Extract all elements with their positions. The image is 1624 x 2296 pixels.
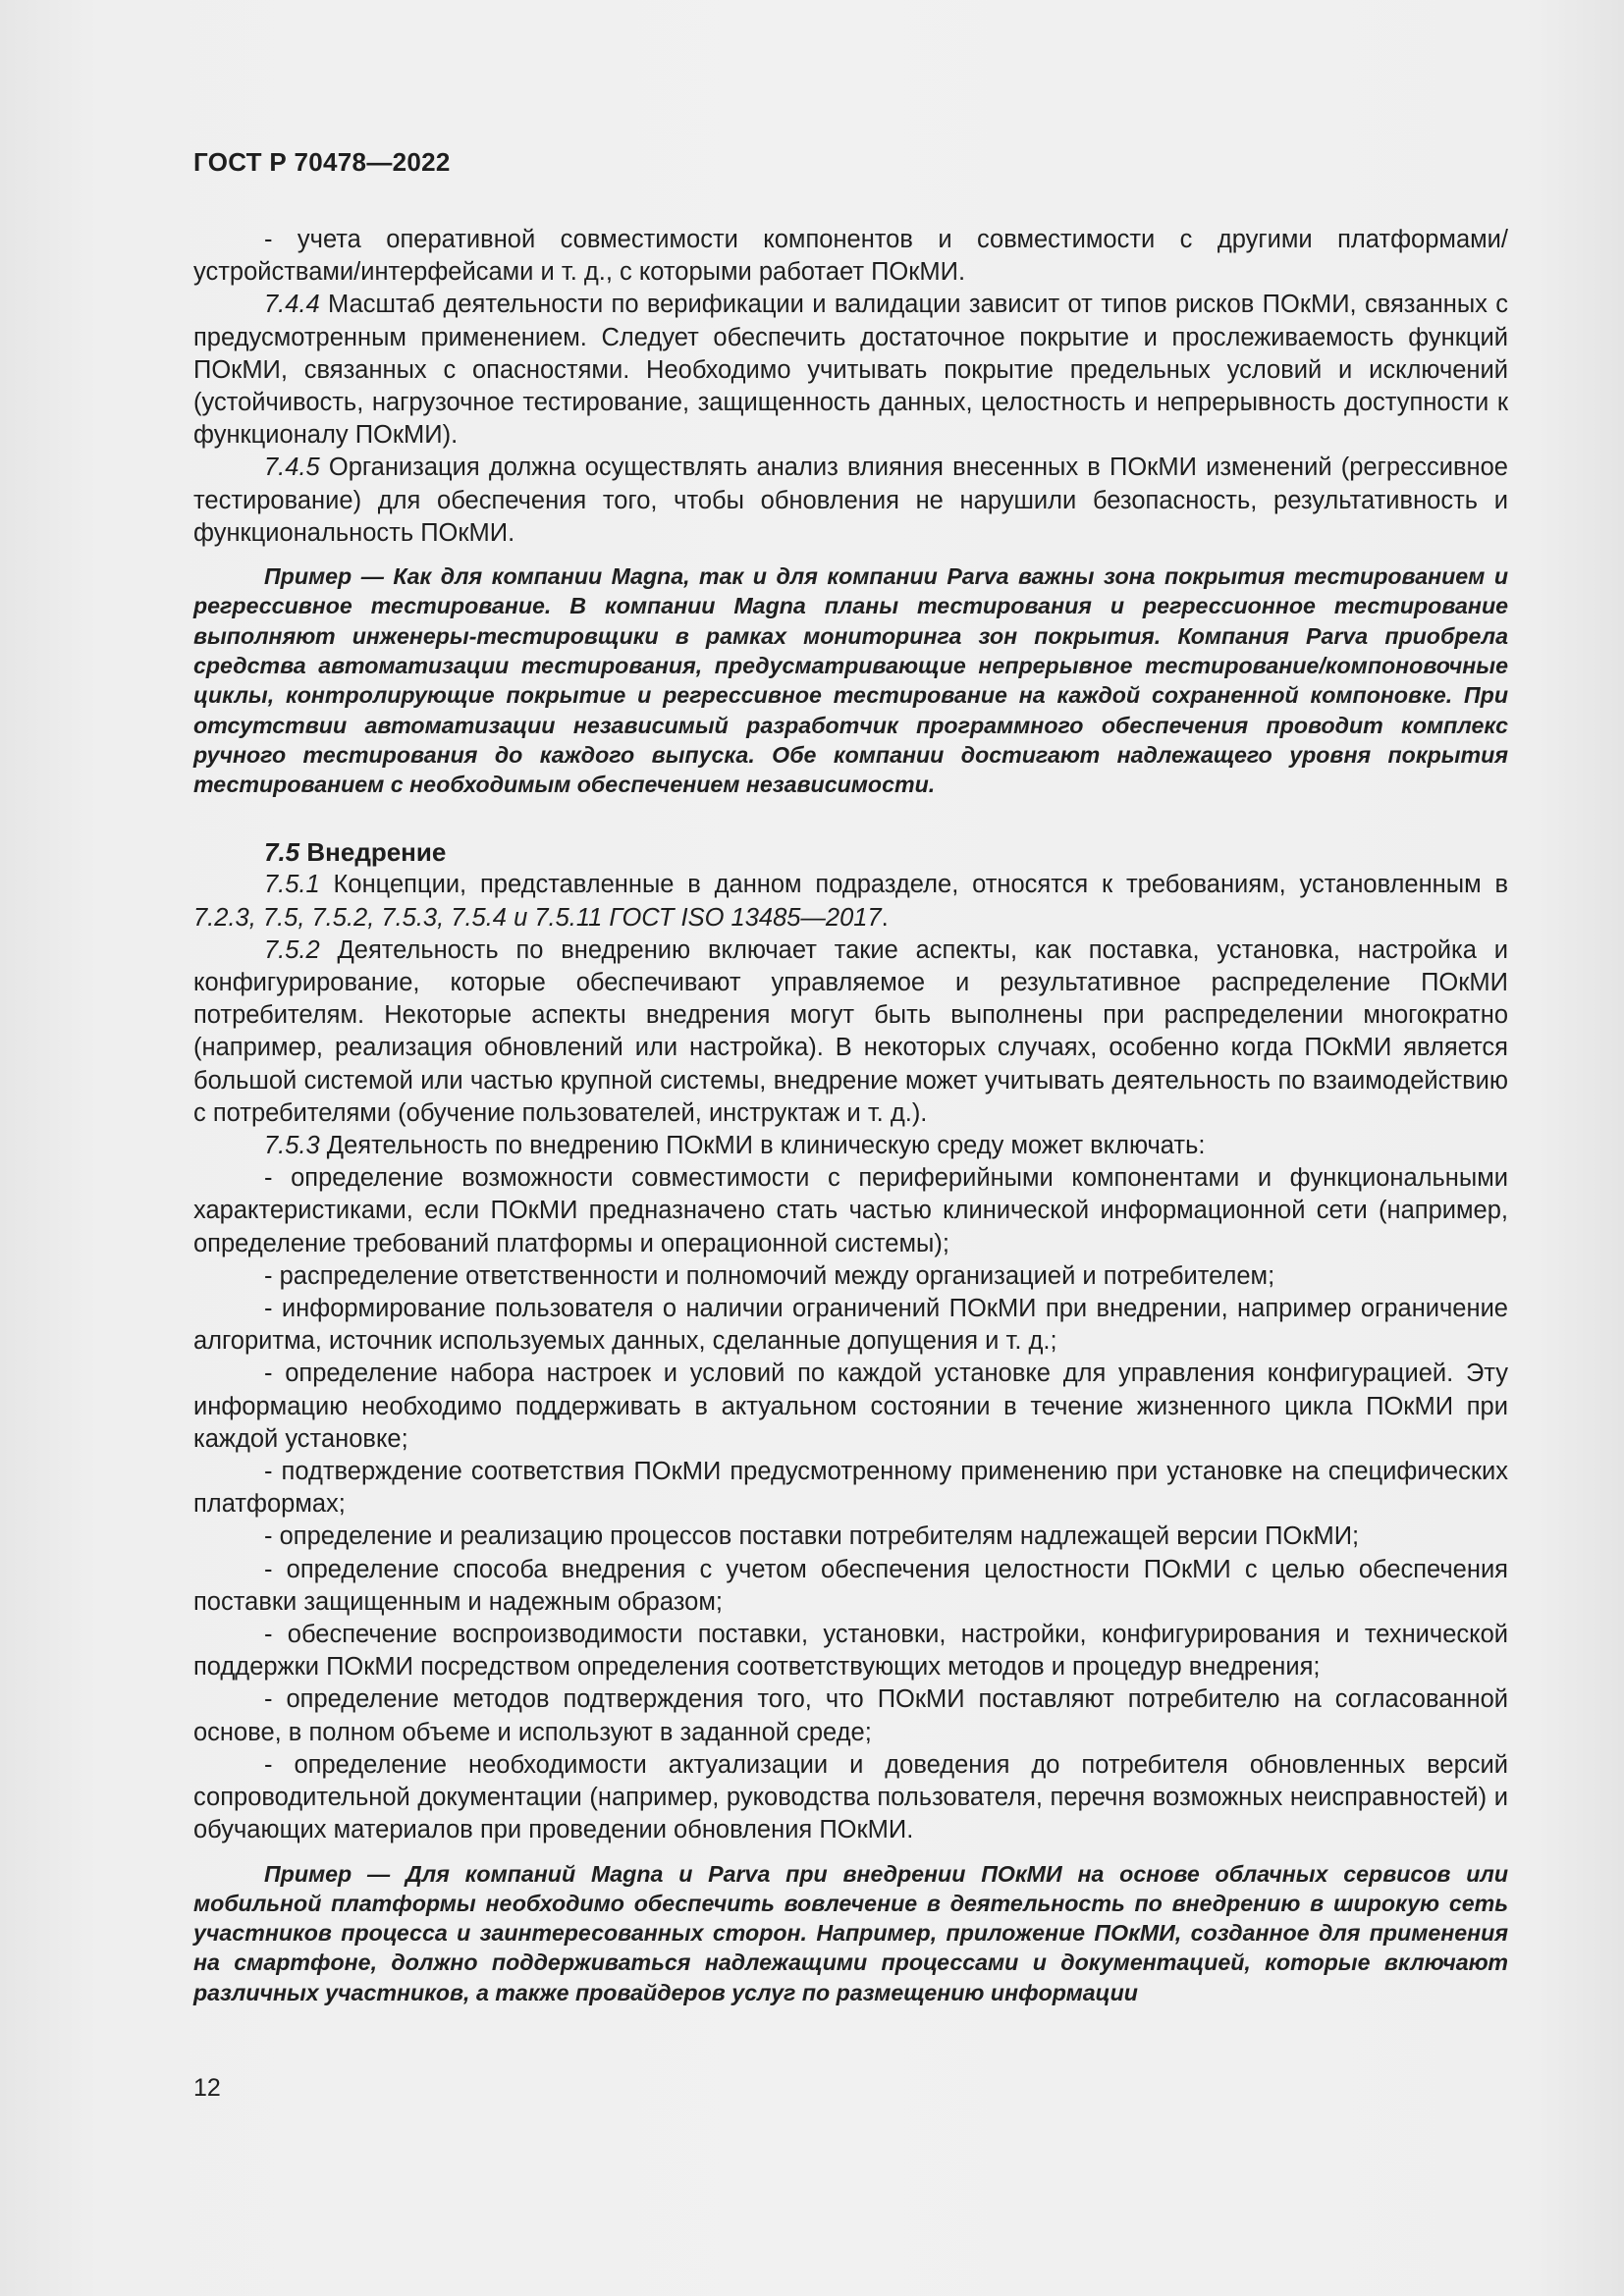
paragraph-text: Деятельность по внедрению включает такие аспекты, как поставка, установка, настройка и конфигурирование, которые обеспечивают управляемое и результативное распределение ПОкМИ потребителям. Некоторые аспекты внедрения могут быть выполнены при распределении многократно (например, реализация обновлений или настройка). В некоторых случаях, особенно когда ПОкМИ является большой системой или частью крупной системы, внедрение может учитывать деятельность по взаимодействию с потребителями (обучение пользователей, инструктаж и т. д.). (193, 935, 1508, 1127)
list-item: - подтверждение соответствия ПОкМИ предусмотренному применению при установке на специфических платформах; (193, 1458, 1508, 1519)
list-item: - информирование пользователя о наличии ограничений ПОкМИ при внедрении, например ограничение алгоритма, источник используемых данных, сделанные допущения и т. д.; (193, 1295, 1508, 1356)
paragraph-7-5-1 (193, 869, 1508, 934)
document-header: ГОСТ Р 70478—2022 (193, 147, 451, 177)
example-note-2: Пример — Для компаний Magna и Parva при внедрении ПОкМИ на основе облачных сервисов или мобильной платформы необходимо обеспечить вовлечение в деятельность по внедрению в широкую сеть участников процесса и заинтересованных сторон. Например, приложение ПОкМИ, созданное для применения на смартфоне, должно поддерживаться надлежащими процессами и документацией, которые включают различных участников, а также провайдеров услуг по размещению информации (193, 1860, 1508, 2005)
document-body (193, 224, 1508, 2007)
section-title: Внедрение (299, 837, 447, 868)
list-item: - определение методов подтверждения того, что ПОкМИ поставляют потребителю на согласованной основе, в полном объеме и используют в заданной среде; (193, 1685, 1508, 1746)
list-item: - определение способа внедрения с учетом обеспечения целостности ПОкМИ с целью обеспечения поставки защищенным и надежным образом; (193, 1555, 1508, 1616)
paragraph-7-5-3 (193, 1130, 1508, 1162)
paragraph-text: Концепции, представленные в данном подразделе, относятся к требованиям, установленным в (319, 871, 1508, 899)
paragraph-7-5-2 (193, 934, 1508, 1130)
page-number: 12 (193, 2074, 221, 2102)
list-item: - определение необходимости актуализации и доведения до потребителя обновленных версий сопроводительной документации (например, руководства пользователя, перечня возможных неисправностей) и обучающих материалов при проведении обновления ПОкМИ. (193, 1750, 1508, 1844)
list-item: - распределение ответственности и полномочий между организацией и потребителем; (264, 1261, 1275, 1290)
clause-number: 7.5.3 (264, 1132, 320, 1160)
list-item: - определение возможности совместимости с периферийными компонентами и функциональными характеристиками, если ПОкМИ предназначено стать частью клинической информационной сети (например, определение требований платформы и операционной системы); (193, 1164, 1508, 1257)
clause-number: 7.5.1 (264, 871, 320, 899)
list-item: - определение и реализацию процессов поставки потребителям надлежащей версии ПОкМИ; (264, 1522, 1360, 1551)
clause-number: 7.4.5 (264, 454, 320, 482)
paragraph-7-4-4 (193, 289, 1508, 452)
standard-reference: 7.2.3, 7.5, 7.5.2, 7.5.3, 7.5.4 и 7.5.11 ГОСТ ISO 13485—2017 (193, 903, 882, 932)
section-number: 7.5 (264, 837, 300, 868)
bullet-continuation: - учета оперативной совместимости компонентов и совместимости с другими платформами/устройствами/интерфейсами и т. д., с которыми работает ПОкМИ. (193, 226, 1508, 287)
paragraph-end: . (881, 903, 889, 932)
paragraph-text: Организация должна осуществлять анализ влияния внесенных в ПОкМИ изменений (регрессивное тестирование) для обеспечения того, чтобы обновления не нарушили безопасность, результативность и функциональность ПОкМИ. (193, 454, 1508, 547)
clause-number: 7.5.2 (264, 935, 320, 964)
section-heading-7-5 (193, 836, 1508, 869)
paragraph-7-4-5 (193, 452, 1508, 550)
paragraph-text: Масштаб деятельности по верификации и валидации зависит от типов рисков ПОкМИ, связанных с предусмотренным применением. Следует обеспечить достаточное покрытие и прослеживаемость функций ПОкМИ, связанных с опасностями. Необходимо учитывать покрытие предельных условий и исключений (устойчивость, нагрузочное тестирование, защищенность данных, целостность и непрерывность доступности к функционалу ПОкМИ). (193, 291, 1508, 450)
example-note-1: Пример — Как для компании Magna, так и для компании Parva важны зона покрытия тестированием и регрессивное тестирование. В компании Magna планы тестирования и регрессионное тестирование выполняют инженеры-тестировщики в рамках мониторинга зон покрытия. Компания Parva приобрела средства автоматизации тестирования, предусматривающие непрерывное тестирование/компоновочные циклы, контролирующие покрытие и регрессивное тестирование на каждой сохраненной компоновке. При отсутствии автоматизации независимый разработчик программного обеспечения проводит комплекс ручного тестирования до каждого выпуска. Обе компании достигают надлежащего уровня покрытия тестированием с необходимым обеспечением независимости. (193, 563, 1508, 798)
clause-number: 7.4.4 (264, 291, 320, 319)
list-item: - определение набора настроек и условий по каждой установке для управления конфигурацией. Эту информацию необходимо поддерживать в актуальном состоянии в течение жизненного цикла ПОкМИ при каждой установке; (193, 1360, 1508, 1453)
list-item: - обеспечение воспроизводимости поставки, установки, настройки, конфигурирования и технической поддержки ПОкМИ посредством определения соответствующих методов и процедур внедрения; (193, 1621, 1508, 1682)
paragraph-text: Деятельность по внедрению ПОкМИ в клиническую среду может включать: (319, 1132, 1206, 1160)
